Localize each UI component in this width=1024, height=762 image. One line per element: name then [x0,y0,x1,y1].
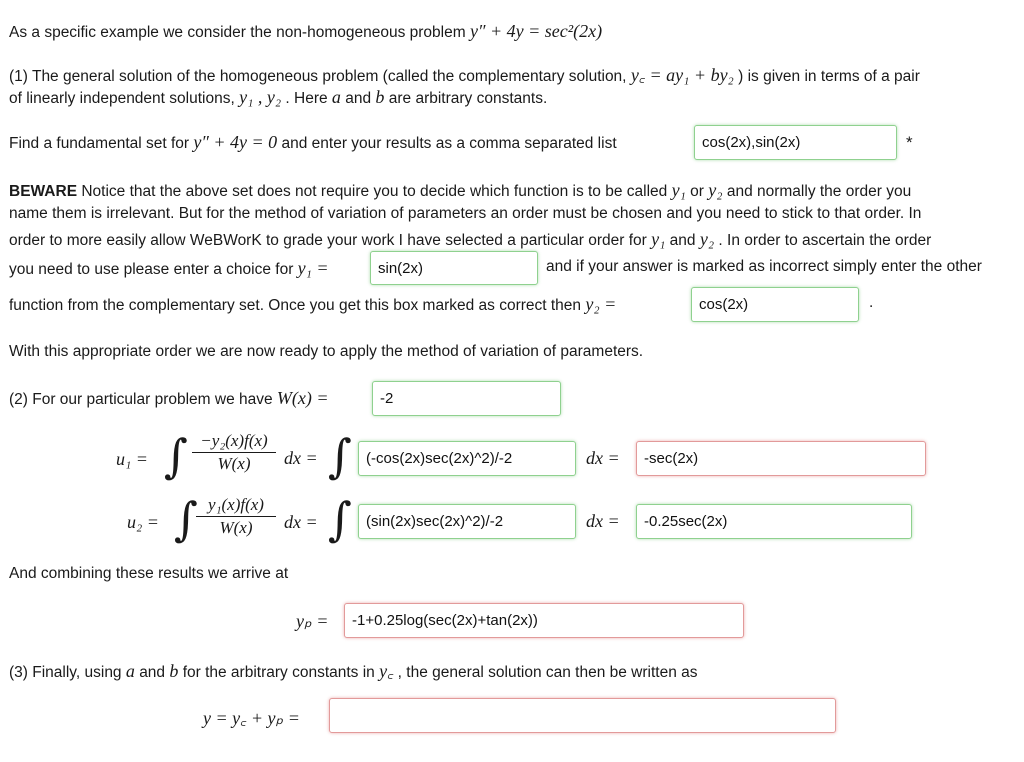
general-solution-input[interactable] [329,698,836,733]
beware-l1a: Notice that the above set does not require you to decide which function is to be called [81,183,668,200]
part3-text-a: (3) Finally, using [9,664,122,681]
part1-line2-c: are arbitrary constants. [388,90,548,107]
wronskian-input[interactable]: -2 [372,381,561,416]
u2-dx-eq: dx = [284,512,318,532]
part3-line [9,659,698,683]
u2-fraction [196,495,276,538]
part1-line2-b: . Here [285,90,328,107]
u1-numerator: −y₂(x)f(x) [192,431,276,453]
part3-text-b: for the arbitrary constants in [182,664,375,681]
y2-input[interactable]: cos(2x) [691,287,859,322]
beware-l3a: order to more easily allow WeBWorK to grade your work I have selected a particular order for [9,232,647,249]
beware-l3-and: and [669,232,696,249]
beware-l3-y1: y₁ [651,229,666,249]
beware-label: BEWARE [9,183,78,200]
beware-line5 [9,294,616,315]
const-b: b [375,87,385,107]
beware-y2: y₂ [708,180,723,200]
u1-result-input[interactable]: -sec(2x) [636,441,926,476]
required-star: * [906,133,913,152]
beware-l4a: you need to use please enter a choice for [9,261,294,278]
u2-integral-sign: ∫ [174,492,198,546]
y1-choice-input[interactable]: sin(2x) [370,251,538,285]
part3-and: and [139,664,166,681]
find-fundamental-line [9,132,617,153]
intro-text: As a specific example we consider the non-homogeneous problem [9,24,466,41]
part1-line2 [9,87,547,108]
y2-equals-label: y₂ = [585,294,617,314]
beware-or: or [690,183,704,200]
find-equation: y″ + 4y = 0 [193,132,278,152]
u1-integral-sign: ∫ [164,429,188,483]
beware-line4a [9,258,329,279]
part1-line2-a: of linearly independent solutions, [9,90,235,107]
u2-label: u₂ = [127,512,159,532]
u2-result-input[interactable]: -0.25sec(2x) [636,504,912,539]
u1-integral-sign-2: ∫ [328,429,352,483]
fundamental-set-input[interactable]: cos(2x),sin(2x) [694,125,897,160]
beware-line3 [9,229,931,250]
u2-result-dx-eq: dx = [586,511,620,531]
part1-line1-end: ) is given in terms of a pair [738,68,920,85]
intro-line [9,21,602,42]
combine-text: And combining these results we arrive at [9,565,289,582]
part3-b: b [169,661,179,681]
part2-text: (2) For our particular problem we have [9,391,273,408]
find-text-a: Find a fundamental set for [9,135,190,152]
u2-integrand-input[interactable]: (sin(2x)sec(2x)^2)/-2 [358,504,576,539]
beware-l3b: . In order to ascertain the order [718,232,932,249]
u1-integrand-input[interactable]: (-cos(2x)sec(2x)^2)/-2 [358,441,576,476]
u1-fraction [192,431,276,474]
u2-denominator: W(x) [219,518,253,537]
beware-l5a: function from the complementary set. Once you get this box marked as correct then [9,297,582,314]
y1-equals-label: y₁ = [297,258,329,278]
u1-denominator: W(x) [217,454,251,473]
complementary-eq: y꜀ = ay₁ + by₂ [630,65,734,85]
u1-result-dx-eq: dx = [586,448,620,468]
beware-line1 [9,180,911,201]
beware-l1b: and normally the order you [726,183,912,200]
yp-input[interactable]: -1+0.25log(sec(2x)+tan(2x)) [344,603,744,638]
beware-line4b: and if your answer is marked as incorrect simply enter the other [546,258,982,275]
general-solution-label: y = y꜀ + yₚ = [203,708,300,728]
wronskian-label: W(x) = [276,388,329,408]
ready-text: With this appropriate order we are now ready to apply the method of variation of parameters. [9,343,644,360]
intro-equation: y″ + 4y = sec²(2x) [469,21,603,41]
part3-text-c: , the general solution can then be written as [397,664,698,681]
beware-l3-y2: y₂ [699,229,715,249]
part3-yc: y꜀ [379,661,394,681]
and-text: and [345,90,372,107]
u1-dx-eq: dx = [284,448,318,468]
part3-a: a [125,661,135,681]
u1-label: u₁ = [116,449,148,469]
beware-y1: y₁ [671,180,686,200]
const-a: a [331,87,341,107]
part1-line1-text: (1) The general solution of the homogeneous problem (called the complementary solution, [9,68,627,85]
u2-numerator: y₁(x)f(x) [196,495,276,517]
find-text-b: and enter your results as a comma separated list [281,135,617,152]
u2-integral-sign-2: ∫ [328,492,352,546]
part1-line1 [9,63,920,87]
period: . [869,294,874,311]
part2-line [9,388,329,409]
yp-label: yₚ = [296,611,329,631]
y1-y2: y₁ , y₂ [239,87,282,107]
beware-line2: name them is irrelevant. But for the method of variation of parameters an order must be chosen and you need to stick to that order. In [9,205,922,222]
